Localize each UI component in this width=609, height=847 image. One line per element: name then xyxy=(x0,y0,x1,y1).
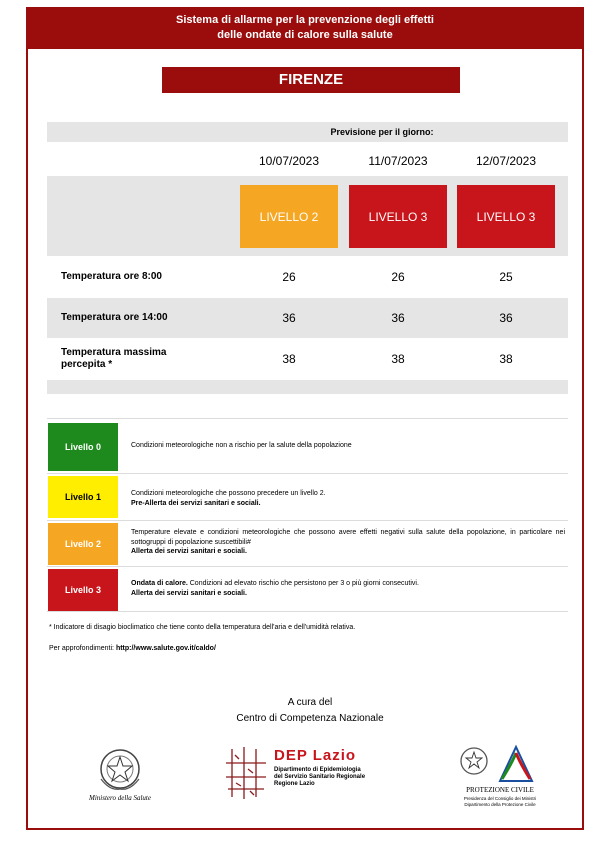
dep-line-3: Regione Lazio xyxy=(274,781,315,787)
header-line-1: Sistema di allarme per la prevenzione degli effetti xyxy=(176,14,434,26)
legend-row-0 xyxy=(47,418,568,471)
level-badge-day-2 xyxy=(349,185,447,248)
legend-lead: Ondata di calore. xyxy=(131,580,188,587)
temp-8-day-3: 25 xyxy=(499,270,513,284)
emblem-icon xyxy=(80,745,160,793)
date-day-1: 10/07/2023 xyxy=(258,154,320,168)
row-temp-8 xyxy=(47,256,568,299)
more-info-prefix: Per approfondimenti: xyxy=(49,645,114,652)
legend-text-1 xyxy=(131,489,565,508)
dep-line-1: Dipartimento di Epidemiologia xyxy=(274,767,361,773)
cura-line-1: A cura del xyxy=(287,697,333,708)
previsione-label: Previsione per il giorno: xyxy=(330,127,434,137)
row-temp-14 xyxy=(47,298,568,338)
legend-badge-1 xyxy=(48,476,118,518)
header-banner xyxy=(26,7,584,49)
legend-text-0 xyxy=(131,441,565,451)
temp-14-day-2: 36 xyxy=(391,311,405,325)
temp-max-day-3: 38 xyxy=(499,352,513,366)
temp-8-day-2: 26 xyxy=(391,270,405,284)
temp-max-day-2: 38 xyxy=(391,352,405,366)
legend-emphasis: Allerta dei servizi sanitari e sociali. xyxy=(131,548,247,555)
legend-text-2 xyxy=(131,528,565,557)
protezione-civile-logo xyxy=(452,743,548,809)
date-day-3: 12/07/2023 xyxy=(475,154,537,168)
footnote: * Indicatore di disagio bioclimatico che tiene conto della temperatura dell'aria e dell'umidità relativa. xyxy=(49,624,356,631)
row-temp-max xyxy=(47,338,568,381)
dep-line-2: del Servizio Sanitario Regionale xyxy=(274,774,366,780)
protezione-civile-icon xyxy=(452,743,548,785)
level-badge-label: LIVELLO 3 xyxy=(368,209,428,224)
legend-row-1 xyxy=(47,473,568,518)
dep-title: DEP Lazio xyxy=(274,747,357,764)
legend-desc: Condizioni ad elevato rischio che persistono per 3 o più giorni consecutivi. xyxy=(187,580,419,587)
ministero-label: Ministero della Salute xyxy=(89,794,151,802)
table-footer-bar xyxy=(47,380,568,394)
legend-row-3 xyxy=(47,566,568,612)
temp-14-day-1: 36 xyxy=(282,311,296,325)
legend-badge-label: Livello 2 xyxy=(64,539,101,549)
legend-desc: Condizioni meteorologiche che possono precedere un livello 2. xyxy=(131,490,326,497)
level-badge-day-1 xyxy=(240,185,338,248)
legend-badge-label: Livello 3 xyxy=(64,585,101,595)
temp-8-day-1: 26 xyxy=(282,270,296,284)
temp-max-day-1: 38 xyxy=(282,352,296,366)
previsione-row xyxy=(47,122,568,142)
legend-desc: Temperature elevate e condizioni meteorologiche che possono avere effetti negativi sulla salute della popolazione, in particolare nei sottogruppi di popolazione suscettibili# xyxy=(131,529,565,546)
more-info xyxy=(49,645,216,652)
level-badge-label: LIVELLO 2 xyxy=(259,209,319,224)
header-line-2: delle ondate di calore sulla salute xyxy=(217,29,393,41)
more-info-link[interactable]: http://www.salute.gov.it/caldo/ xyxy=(115,645,216,652)
legend-badge-0 xyxy=(48,423,118,471)
pc-line-1: Presidenza del Consiglio dei Ministri xyxy=(463,796,537,801)
legend-text-3 xyxy=(131,579,565,598)
legend-badge-2 xyxy=(48,523,118,565)
level-badge-label: LIVELLO 3 xyxy=(476,209,536,224)
row-label-temp-14: Temperatura ore 14:00 xyxy=(61,312,168,323)
row-label-temp-8: Temperatura ore 8:00 xyxy=(61,271,162,282)
legend-badge-3 xyxy=(48,569,118,611)
legend-badge-label: Livello 0 xyxy=(64,442,101,452)
level-badge-day-3 xyxy=(457,185,555,248)
temp-14-day-3: 36 xyxy=(499,311,513,325)
legend-emphasis: Allerta dei servizi sanitari e sociali. xyxy=(131,589,247,597)
pc-line-2: Dipartimento della Protezione Civile xyxy=(464,802,536,807)
pc-title: PROTEZIONE CIVILE xyxy=(466,786,534,794)
legend-desc: Condizioni meteorologiche non a rischio per la salute della popolazione xyxy=(131,442,352,449)
legend-emphasis: Pre-Allerta dei servizi sanitari e sociali. xyxy=(131,499,261,507)
date-day-2: 11/07/2023 xyxy=(368,154,428,168)
dates-row xyxy=(47,146,568,177)
ministero-logo xyxy=(80,745,160,807)
cura-line-2: Centro di Competenza Nazionale xyxy=(236,713,384,724)
dep-mark-icon xyxy=(226,745,270,801)
legend-row-2 xyxy=(47,520,568,565)
city-title: FIRENZE xyxy=(162,67,460,93)
row-label-temp-max: Temperatura massima percepita * xyxy=(61,347,167,370)
legend-badge-label: Livello 1 xyxy=(64,492,101,502)
levels-row xyxy=(47,176,568,256)
dep-lazio-logo xyxy=(226,745,386,803)
